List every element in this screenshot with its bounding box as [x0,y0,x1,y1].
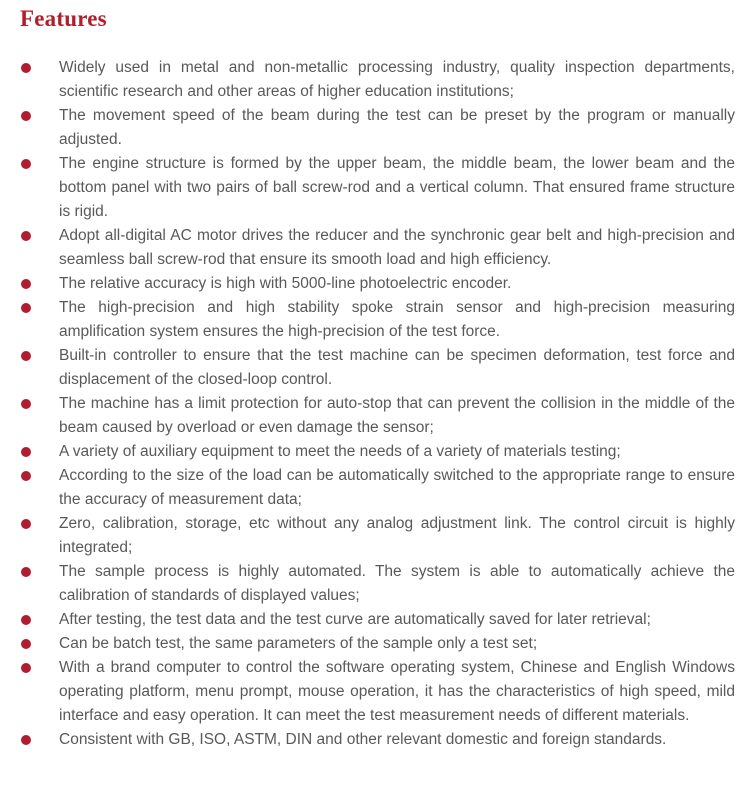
feature-text: Zero, calibration, storage, etc without any analog adjustment link. The control circuit is highly integrated; [59,515,735,556]
bullet-icon [21,399,31,409]
feature-list [0,56,750,752]
bullet-icon [21,279,31,289]
bullet-icon [21,63,31,73]
feature-item [0,464,750,512]
bullet-icon [21,471,31,481]
feature-text: The engine structure is formed by the upper beam, the middle beam, the lower beam and the bottom panel with two pairs of ball screw-rod and a vertical column. That ensured frame structure is rigid. [59,155,735,220]
feature-item [0,56,750,104]
feature-item [0,152,750,224]
bullet-icon [21,231,31,241]
feature-text: With a brand computer to control the software operating system, Chinese and English Windows operating platform, menu prompt, mouse operation, it has the characteristics of high speed, mild interface and easy operation. It can meet the test measurement needs of different materials. [59,659,735,724]
feature-text: The sample process is highly automated. The system is able to automatically achieve the calibration of standards of displayed values; [59,563,735,604]
bullet-icon [21,111,31,121]
feature-item [0,632,750,656]
bullet-icon [21,735,31,745]
bullet-icon [21,447,31,457]
feature-text: Consistent with GB, ISO, ASTM, DIN and other relevant domestic and foreign standards. [59,731,667,748]
feature-text: After testing, the test data and the test curve are automatically saved for later retrieval; [59,611,651,628]
bullet-icon [21,615,31,625]
feature-text: The machine has a limit protection for auto-stop that can prevent the collision in the middle of the beam caused by overload or even damage the sensor; [59,395,735,436]
feature-item [0,728,750,752]
feature-text: Built-in controller to ensure that the test machine can be specimen deformation, test force and displacement of the closed-loop control. [59,347,735,388]
feature-text: Adopt all-digital AC motor drives the reducer and the synchronic gear belt and high-precision and seamless ball screw-rod that ensure its smooth load and high efficiency. [59,227,735,268]
feature-item [0,224,750,272]
feature-text: Widely used in metal and non-metallic processing industry, quality inspection departments, scientific research and other areas of higher education institutions; [59,59,735,100]
feature-text: According to the size of the load can be automatically switched to the appropriate range to ensure the accuracy of measurement data; [59,467,735,508]
bullet-icon [21,519,31,529]
feature-item [0,392,750,440]
bullet-icon [21,351,31,361]
feature-item [0,512,750,560]
bullet-icon [21,567,31,577]
feature-text: The high-precision and high stability spoke strain sensor and high-precision measuring amplification system ensures the high-precision of the test force. [59,299,735,340]
bullet-icon [21,639,31,649]
bullet-icon [21,663,31,673]
feature-item [0,656,750,728]
feature-text: Can be batch test, the same parameters of the sample only a test set; [59,635,538,652]
feature-item [0,440,750,464]
feature-item [0,560,750,608]
feature-item [0,608,750,632]
feature-item [0,272,750,296]
bullet-icon [21,303,31,313]
feature-item [0,344,750,392]
feature-item [0,104,750,152]
feature-text: A variety of auxiliary equipment to meet the needs of a variety of materials testing; [59,443,621,460]
bullet-icon [21,159,31,169]
feature-item [0,296,750,344]
feature-text: The relative accuracy is high with 5000-line photoelectric encoder. [59,275,512,292]
page-title: Features [20,6,107,31]
feature-text: The movement speed of the beam during the test can be preset by the program or manually adjusted. [59,107,735,148]
